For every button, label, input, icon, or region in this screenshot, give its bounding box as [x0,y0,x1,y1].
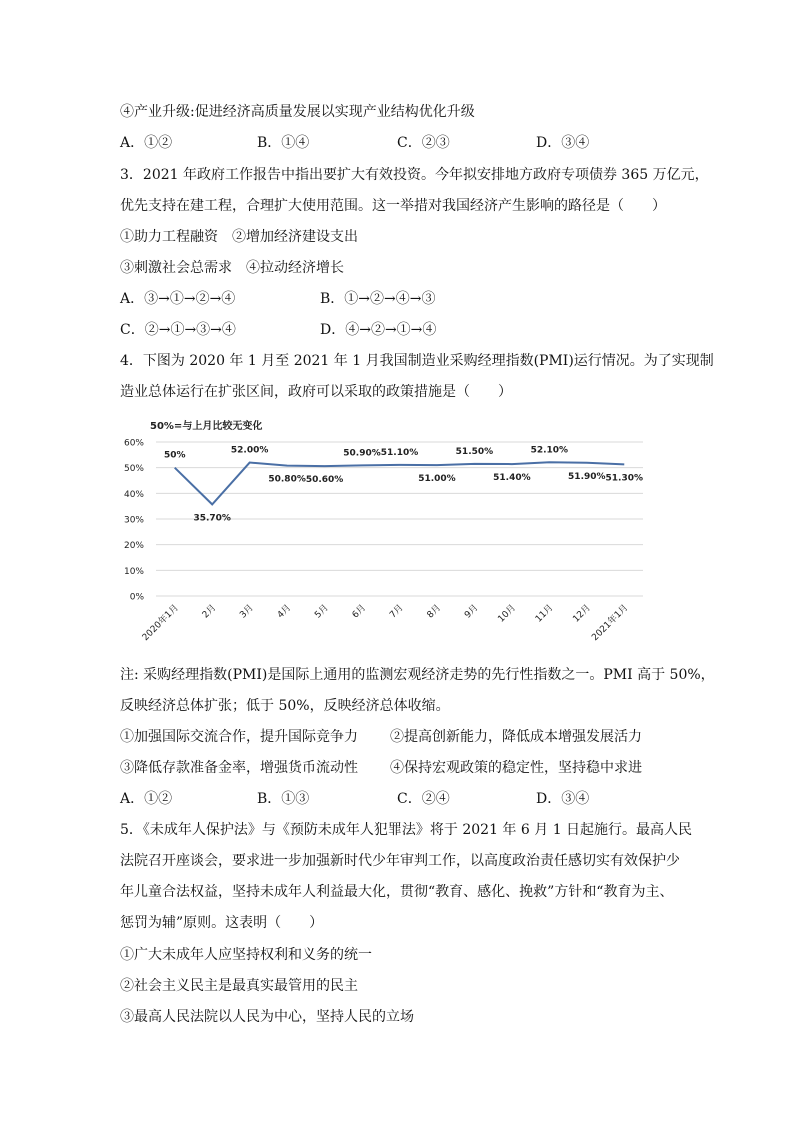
data-label: 51.30% [605,473,644,484]
q4-option-d: D．③④ [536,791,590,807]
q2-option-c: C．②③ [397,135,450,151]
q5-stem-line-4: 惩罚为辅”原则。这表明（ ） [120,915,324,931]
q5-stem-line-2: 法院召开座谈会，要求进一步加强新时代少年审判工作，以高度政治责任感切实有效保护少 [120,853,680,869]
data-label: 50.80% [268,474,306,485]
x-tick-label: 9月 [463,603,481,621]
y-tick-label: 60% [123,438,144,449]
y-tick-label: 0% [129,592,144,603]
q4-option-b: B．①③ [257,791,310,807]
x-tick-label: 4月 [275,603,294,621]
x-tick-label: 8月 [425,603,444,621]
y-tick-label: 50% [123,464,144,475]
q4-item-4: ④保持宏观政策的稳定性，坚持稳中求进 [390,760,642,776]
x-tick-label: 2020年1月 [140,603,181,644]
data-label: 51.40% [493,473,531,484]
data-label: 50.90% [343,448,381,459]
data-label: 52.00% [230,445,269,456]
x-tick-label: 2月 [200,603,219,621]
data-label: 51.90% [568,471,606,482]
q5-stem-line-3: 年儿童合法权益，坚持未成年人利益最大化，贯彻“教育、感化、挽救”方针和“教育为主、 [120,884,674,900]
y-tick-label: 30% [123,515,144,526]
data-label: 50% [163,450,186,461]
q3-stem-line-1: 3．2021 年政府工作报告中指出要扩大有效投资。今年拟安排地方政府专项债券 365 万亿元， [120,167,709,183]
q4-item-1: ①加强国际交流合作，提升国际竞争力 [120,729,358,745]
q4-item-2: ②提高创新能力，降低成本增强发展活力 [390,729,642,745]
x-tick-label: 5月 [313,603,331,621]
q5-item-1: ①广大未成年人应坚持权利和义务的统一 [120,947,372,963]
q3-option-a: A．③→①→②→④ [120,291,236,307]
q3-stem-line-2: 优先支持在建工程，合理扩大使用范围。这一举措对我国经济产生影响的路径是（ ） [120,198,666,214]
q3-option-b: B．①→②→④→③ [320,291,436,307]
data-label: 51.00% [418,474,456,485]
q2-option-d: D．③④ [536,135,590,151]
q3-option-c: C．②→①→③→④ [120,322,236,338]
q3-option-d: D．④→②→①→④ [320,322,437,338]
y-tick-label: 20% [123,541,144,552]
pmi-series-line [175,462,625,504]
x-tick-label: 10月 [496,603,519,625]
q5-item-3: ③最高人民法院以人民为中心，坚持人民的立场 [120,1009,414,1025]
y-tick-label: 40% [123,489,144,500]
pmi-line-chart [118,410,658,650]
q3-items-line-1: ①助力工程融资 ②增加经济建设支出 [120,229,358,245]
chart-title: 50%=与上月比较无变化 [150,421,263,432]
x-tick-label: 11月 [533,603,556,625]
x-tick-label: 12月 [571,603,593,625]
q3-items-line-2: ③刺激社会总需求 ④拉动经济增长 [120,260,344,276]
q5-stem-line-1: 5．《未成年人保护法》与《预防未成年人犯罪法》将于 2021 年 6 月 1 日起施行。最高人民 [120,822,693,838]
data-label: 35.70% [193,513,231,524]
q4-option-c: C．②④ [397,791,450,807]
q4-option-a: A．①② [120,791,173,807]
q4-stem-line-2: 造业总体运行在扩张区间，政府可以采取的政策措施是（ ） [120,384,512,400]
q4-note-line-2: 反映经济总体扩张；低于 50%，反映经济总体收缩。 [120,698,450,714]
x-tick-label: 6月 [350,603,369,621]
q4-note-line-1: 注: 采购经理指数(PMI)是国际上通用的监测宏观经济走势的先行性指数之一。PMI 高于 50%， [120,667,715,683]
q2-item-4: ④产业升级:促进经济高质量发展以实现产业结构优化升级 [120,104,475,120]
q2-option-b: B．①④ [257,135,310,151]
data-label: 50.60% [305,475,344,486]
y-tick-label: 10% [123,566,144,577]
q5-item-2: ②社会主义民主是最真实最管用的民主 [120,978,358,994]
x-tick-label: 7月 [388,603,406,621]
data-label: 51.10% [380,447,419,458]
x-tick-label: 3月 [238,603,256,621]
q4-item-3: ③降低存款准备金率，增强货币流动性 [120,760,358,776]
data-label: 51.50% [455,446,494,457]
q4-stem-line-1: 4．下图为 2020 年 1 月至 2021 年 1 月我国制造业采购经理指数(PMI)运行情况。为了实现制 [120,353,714,369]
data-label: 52.10% [530,445,569,456]
q2-option-a: A．①② [120,135,173,151]
x-tick-label: 2021年1月 [590,603,631,644]
